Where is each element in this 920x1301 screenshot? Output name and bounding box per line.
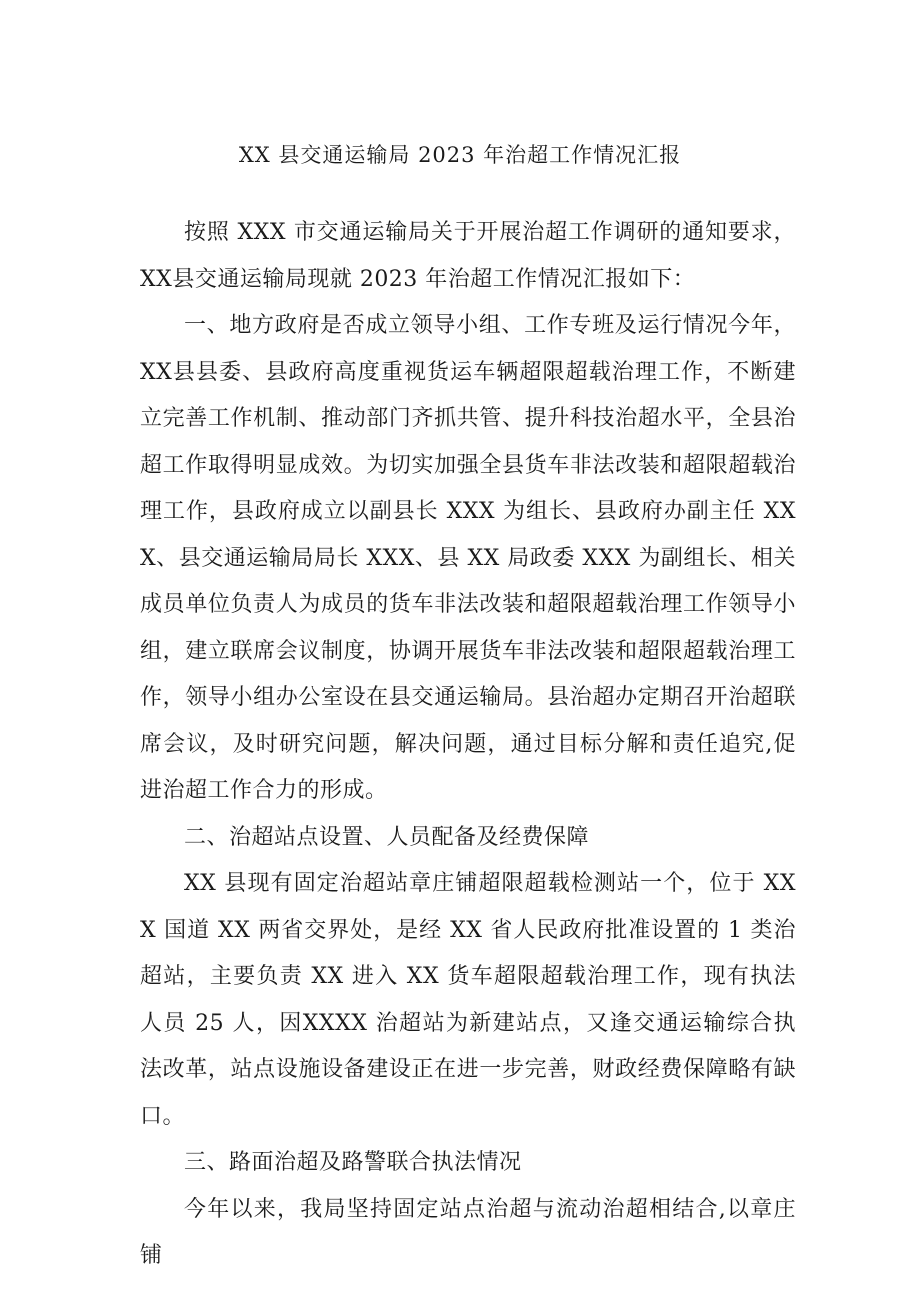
section-heading-2: 二、治超站点设置、人员配备及经费保障 <box>184 824 590 850</box>
paragraph-section-3: 今年以来，我局坚持固定站点治超与流动治超相结合,以章庄铺 <box>140 1196 796 1268</box>
document-body <box>140 210 796 1280</box>
paragraph-intro: 按照 XXX 市交通运输局关于开展治超工作调研的通知要求，XX县交通运输局现就 2023 年治超工作情况汇报如下： <box>140 220 796 292</box>
document-title: XX 县交通运输局 2023 年治超工作情况汇报 <box>238 143 682 167</box>
paragraph-section-2: XX 县现有固定治超站章庄铺超限超载检测站一个，位于 XXX 国道 XX 两省交界处，是经 XX 省人民政府批准设置的 1 类治超站，主要负责 XX 进入 XX 货车超限超载治理工作，现有执法人员 25 人，因XXXX 治超站为新建站点，又逢交通运输综合执法改革，站点设施设备建设正在进一步完善，财政经费保障略有缺口。 <box>140 871 796 1129</box>
paragraph-section-1: 一、地方政府是否成立领导小组、工作专班及运行情况今年，XX县县委、县政府高度重视货运车辆超限超载治理工作，不断建立完善工作机制、推动部门齐抓共管、提升科技治超水平，全县治超工作取得明显成效。为切实加强全县货车非法改装和超限超载治理工作，县政府成立以副县长 XXX 为组长、县政府办副主任 XXX、县交通运输局局长 XXX、县 XX 局政委 XXX 为副组长、相关成员单位负责人为成员的货车非法改装和超限超载治理工作领导小组，建立联席会议制度，协调开展货车非法改装和超限超载治理工作，领导小组办公室设在县交通运输局。县治超办定期召开治超联席会议，及时研究问题，解决问题，通过目标分解和责任追究,促进治超工作合力的形成。 <box>140 313 796 803</box>
section-heading-3: 三、路面治超及路警联合执法情况 <box>184 1150 522 1175</box>
